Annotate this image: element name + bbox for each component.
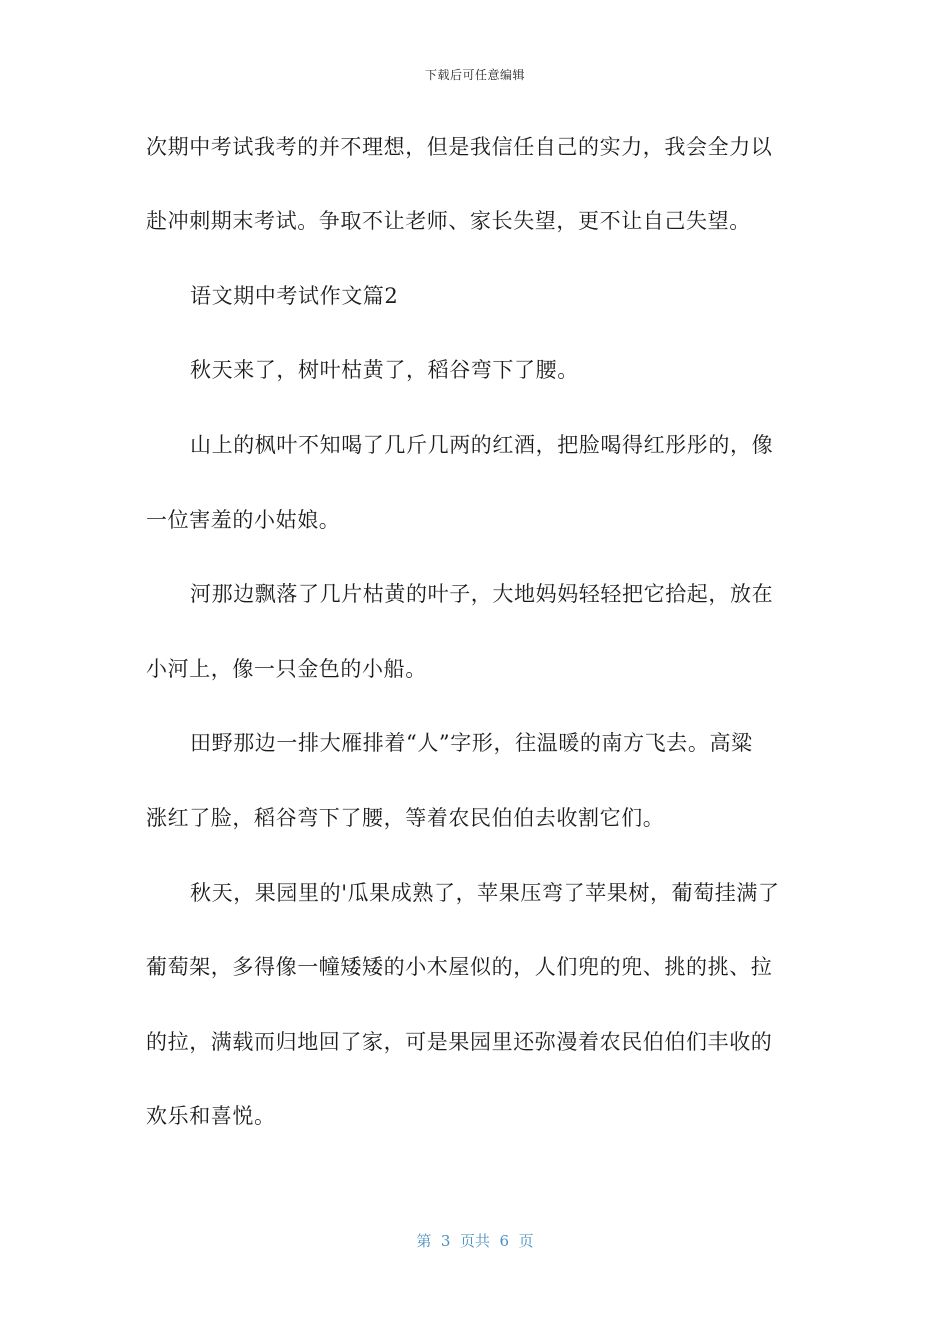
body-line: 小河上，像一只金色的小船。: [146, 657, 427, 681]
body-line: 一位害羞的小姑娘。: [146, 508, 341, 532]
body-line: 河那边飘落了几片枯黄的叶子，大地妈妈轻轻把它拾起，放在: [190, 582, 774, 606]
body-line: 赴冲刺期末考试。争取不让老师、家长失望，更不让自己失望。: [146, 209, 751, 233]
body-line: 秋天，果园里的'瓜果成熟了，苹果压弯了苹果树，葡萄挂满了: [190, 881, 780, 905]
page-header: 下载后可任意编辑: [424, 68, 525, 82]
body-line: 的拉，满载而归地回了家，可是果园里还弥漫着农民伯伯们丰收的: [146, 1030, 773, 1054]
body-line: 涨红了脸，稻谷弯下了腰，等着农民伯伯去收割它们。: [146, 806, 665, 830]
body-line: 欢乐和喜悦。: [146, 1104, 276, 1128]
section-heading: 语文期中考试作文篇2: [190, 284, 399, 308]
body-line: 秋天来了，树叶枯黄了，稻谷弯下了腰。: [190, 358, 579, 382]
page-footer: 第 3 页共 6 页: [416, 1232, 534, 1250]
body-line: 田野那边一排大雁排着“人”字形，往温暖的南方飞去。高粱: [190, 731, 753, 755]
body-line: 葡萄架，多得像一幢矮矮的小木屋似的，人们兜的兜、挑的挑、拉: [146, 955, 773, 979]
body-line: 山上的枫叶不知喝了几斤几两的红酒，把脸喝得红彤彤的，像: [190, 433, 774, 457]
body-line: 次期中考试我考的并不理想，但是我信任自己的实力，我会全力以: [146, 135, 773, 159]
